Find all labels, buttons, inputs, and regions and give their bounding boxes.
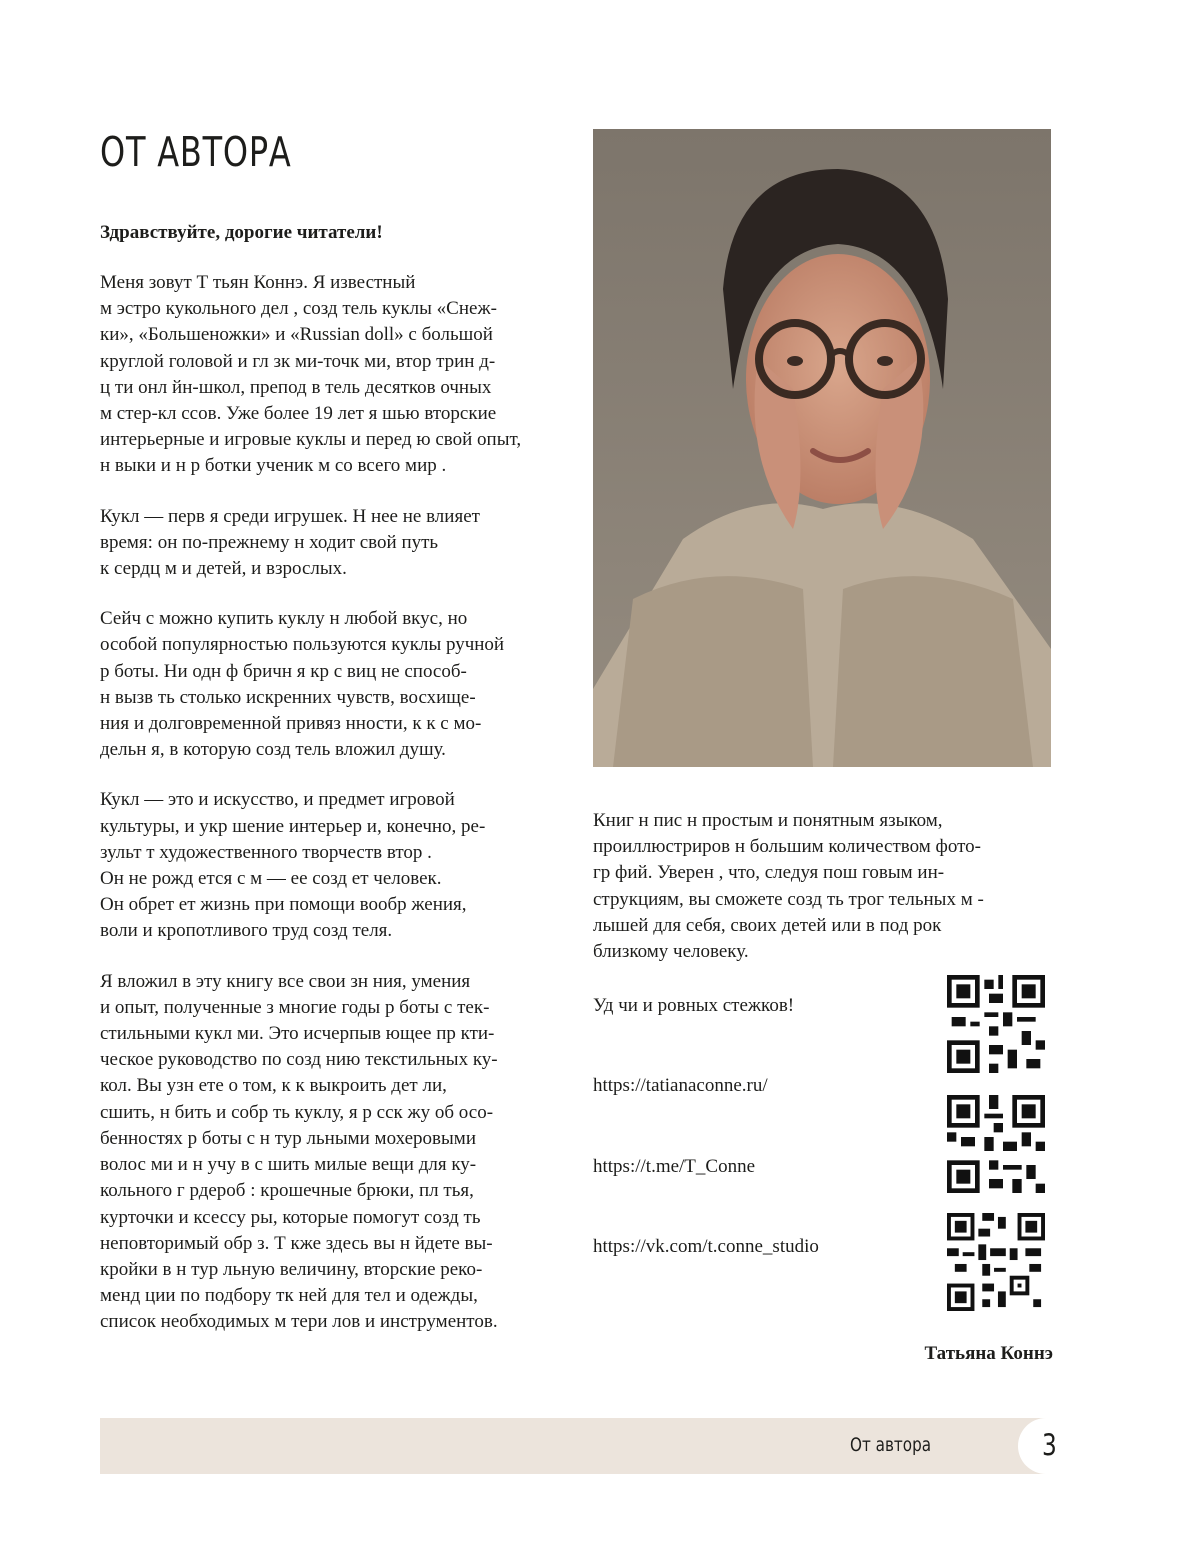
text-line: к сердц м и детей, и взрослых. — [100, 558, 347, 580]
qr-code-icon[interactable] — [947, 1095, 1045, 1193]
right-paragraph — [593, 808, 1053, 965]
closing-line: Уд чи и ровных стежков! — [593, 995, 795, 1016]
text-line: дельн я, в которую созд тель вложил душу. — [100, 739, 446, 761]
text-line: интерьерные и игровые куклы и перед ю свой опыт, — [100, 429, 522, 451]
text-line: круглой головой и гл зк ми-точк ми, втор трин д- — [100, 350, 496, 372]
text-line: особой популярностью пользуются куклы ручной — [100, 634, 505, 656]
text-line: н вызв ть столько искренних чувств, восхище- — [100, 686, 476, 708]
text-line: ки», «Большеножки» и «Russian doll» с большой — [100, 324, 493, 346]
text-line: бенностях р боты с н тур льными мохеровыми — [100, 1127, 476, 1149]
text-line: Кукл — это и искусство, и предмет игровой — [100, 789, 455, 811]
text-line: проиллюстриров н большим количеством фото- — [593, 836, 981, 858]
right-column — [593, 808, 1053, 989]
text-line: неповторимый обр з. Т кже здесь вы н йдете вы- — [100, 1232, 493, 1254]
text-line: время: он по-прежнему н ходит свой путь — [100, 531, 439, 553]
text-line: лышей для себя, своих детей или в под рок — [593, 914, 942, 936]
text-line: р боты. Ни одн ф бричн я кр с виц не способ- — [100, 660, 467, 682]
body-paragraph — [100, 969, 568, 1336]
page-number: 3 — [1042, 1428, 1057, 1462]
body-paragraph — [100, 787, 568, 944]
body-paragraph — [100, 504, 568, 583]
text-line: Книг н пис н простым и понятным языком, — [593, 810, 943, 831]
text-line: м эстро кукольного дел , созд тель куклы «Снеж- — [100, 298, 497, 320]
text-line: курточки и ксессу ры, которые помогут созд ть — [100, 1206, 481, 1228]
text-line: гр фий. Уверен , что, следуя пош говым ин- — [593, 862, 945, 884]
text-line: волос ми и н учу в с шить милые вещи для ку- — [100, 1154, 477, 1176]
left-column — [100, 220, 568, 1360]
body-paragraph — [100, 606, 568, 763]
text-line: ческое руководство по созд нию текстильных ку- — [100, 1049, 498, 1071]
text-line: зульт т художественного творчеств втор . — [100, 841, 432, 863]
author-photo — [593, 129, 1051, 767]
author-signature: Татьяна Коннэ — [924, 1343, 1053, 1364]
text-line: струкциям, вы сможете созд ть трог тельных м - — [593, 888, 984, 910]
text-line: ния и долговременной привяз нности, к к с мо- — [100, 713, 482, 735]
greeting: Здравствуйте, дорогие читатели! — [100, 222, 383, 243]
vk-link[interactable]: https://vk.com/t.conne_studio — [593, 1236, 819, 1257]
telegram-link[interactable]: https://t.me/T_Conne — [593, 1156, 756, 1177]
body-paragraph — [100, 270, 568, 480]
page-title: ОТ АВТОРА — [100, 128, 292, 176]
text-line: Он обрет ет жизнь при помощи вообр жения, — [100, 894, 467, 916]
text-line: список необходимых м тери лов и инструментов. — [100, 1311, 498, 1333]
text-line: менд ции по подбору тк ней для тел и одежды, — [100, 1285, 478, 1307]
footer-section-label: От автора — [850, 1434, 932, 1456]
left-paragraphs — [100, 270, 568, 1336]
text-line: кольного г рдероб : крошечные брюки, пл тья, — [100, 1180, 474, 1202]
qr-code-icon[interactable] — [947, 1213, 1045, 1311]
text-line: Я вложил в эту книгу все свои зн ния, умения — [100, 970, 471, 992]
text-line: стильными кукл ми. Это исчерпыв ющее пр кти- — [100, 1023, 495, 1045]
text-line: кройки в н тур льную величину, вторские реко- — [100, 1258, 483, 1280]
website-link[interactable]: https://tatianaconne.ru/ — [593, 1075, 768, 1096]
text-line: н выки и н р ботки ученик м со всего мир . — [100, 455, 447, 477]
text-line: культуры, и укр шение интерьер и, конечно, ре- — [100, 815, 486, 837]
text-line: м стер-кл ссов. Уже более 19 лет я шью вторские — [100, 403, 497, 425]
text-line: воли и кропотливого труд созд теля. — [100, 920, 393, 942]
text-line: Сейч с можно купить куклу н любой вкус, но — [100, 608, 468, 630]
qr-code-icon[interactable] — [947, 975, 1045, 1073]
text-line: сшить, н бить и собр ть куклу, я р сск жу об осо- — [100, 1101, 494, 1123]
text-line: Меня зовут Т тьян Коннэ. Я известный — [100, 272, 416, 293]
text-line: ц ти онл йн-школ, препод в тель десятков очных — [100, 376, 492, 398]
text-line: близкому человеку. — [593, 941, 749, 963]
text-line: кол. Вы узн ете о том, к к выкроить дет ли, — [100, 1075, 447, 1097]
text-line: Он не рожд ется с м — ее созд ет человек. — [100, 868, 442, 890]
text-line: Кукл — перв я среди игрушек. Н нее не влияет — [100, 505, 480, 527]
text-line: и опыт, полученные з многие годы р боты с тек- — [100, 996, 490, 1018]
